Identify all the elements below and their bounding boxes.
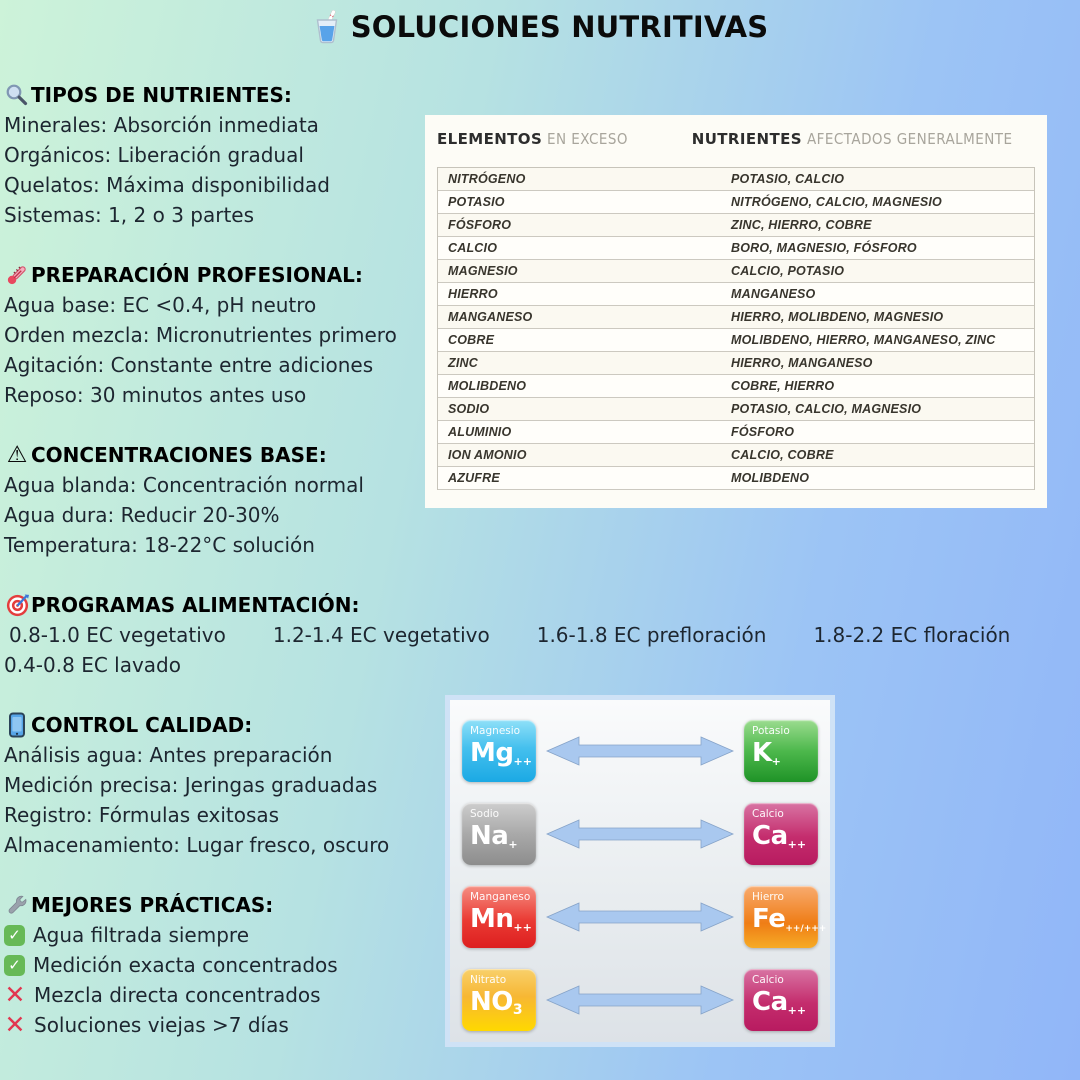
section-line: Minerales: Absorción inmediata xyxy=(4,113,319,137)
ec-program-row xyxy=(4,620,1010,650)
ec-program-item: 1.6-1.8 EC prefloración xyxy=(536,623,767,647)
affected-cell: MOLIBDENO, HIERRO, MANGANESO, ZINC xyxy=(731,333,996,347)
section-title: CONTROL CALIDAD: xyxy=(31,713,253,737)
section-title: PREPARACIÓN PROFESIONAL: xyxy=(31,263,363,287)
section-header xyxy=(4,80,330,110)
header-elementos-strong: ELEMENTOS xyxy=(437,130,543,148)
section-line: Temperatura: 18-22°C solución xyxy=(4,533,315,557)
element-cell: ALUMINIO xyxy=(448,425,512,439)
element-cell: MANGANESO xyxy=(448,310,533,324)
affected-cell: HIERRO, MOLIBDENO, MAGNESIO xyxy=(731,310,944,324)
ion-antagonism-panel xyxy=(445,695,835,1047)
element-cell: FÓSFORO xyxy=(448,218,512,232)
practice-item xyxy=(4,980,338,1010)
section-title: PROGRAMAS ALIMENTACIÓN: xyxy=(31,593,360,617)
double-arrow-icon xyxy=(536,899,744,935)
table-row xyxy=(438,260,1034,283)
double-arrow-icon xyxy=(536,982,744,1018)
section-line: Agitación: Constante entre adiciones xyxy=(4,353,374,377)
section-programas-alimentacion xyxy=(4,590,1010,680)
table-row xyxy=(438,444,1034,467)
affected-cell: MOLIBDENO xyxy=(731,471,810,485)
practice-text: Medición exacta concentrados xyxy=(33,953,338,977)
element-cell: HIERRO xyxy=(448,287,498,301)
mobile-phone-icon xyxy=(4,712,30,738)
header-nutrientes-light: AFECTADOS GENERALMENTE xyxy=(806,130,1013,148)
section-title: CONCENTRACIONES BASE: xyxy=(31,443,327,467)
table-row xyxy=(438,352,1034,375)
table-row xyxy=(438,398,1034,421)
ec-program-item: 0.4-0.8 EC lavado xyxy=(4,653,181,677)
affected-cell: ZINC, HIERRO, COBRE xyxy=(731,218,872,232)
element-cell: ION AMONIO xyxy=(448,448,527,462)
element-tile-nitrato xyxy=(462,969,536,1031)
tile-name: Potasio xyxy=(752,725,790,737)
practice-item xyxy=(4,950,338,980)
tile-symbol: Na+ xyxy=(470,820,518,851)
double-arrow-icon xyxy=(536,733,744,769)
table-row xyxy=(438,191,1034,214)
section-line: Agua blanda: Concentración normal xyxy=(4,473,364,497)
excess-table xyxy=(437,167,1035,490)
element-cell: ZINC xyxy=(448,356,478,370)
double-arrow-icon xyxy=(536,816,744,852)
section-line: Orden mezcla: Micronutrientes primero xyxy=(4,323,397,347)
element-cell: POTASIO xyxy=(448,195,505,209)
tile-symbol: Mg++ xyxy=(470,737,532,768)
affected-cell: POTASIO, CALCIO, MAGNESIO xyxy=(731,402,922,416)
page-title: SOLUCIONES NUTRITIVAS xyxy=(350,10,769,44)
affected-cell: POTASIO, CALCIO xyxy=(731,172,845,186)
element-tile-potasio xyxy=(744,720,818,782)
check-icon: ✓ xyxy=(4,925,25,946)
antagonism-row xyxy=(462,803,818,865)
tile-name: Calcio xyxy=(752,974,784,986)
section-header xyxy=(4,440,364,470)
ec-program-item: 0.8-1.0 EC vegetativo xyxy=(9,623,226,647)
practice-text: Soluciones viejas >7 días xyxy=(34,1013,289,1037)
section-tipos-de-nutrientes xyxy=(4,80,330,230)
element-tile-calcio xyxy=(744,803,818,865)
section-title: TIPOS DE NUTRIENTES: xyxy=(31,83,292,107)
element-cell: COBRE xyxy=(448,333,495,347)
antagonism-row xyxy=(462,886,827,948)
table-row xyxy=(438,421,1034,444)
section-concentraciones-base xyxy=(4,440,364,560)
element-cell: MAGNESIO xyxy=(448,264,518,278)
element-cell: CALCIO xyxy=(448,241,498,255)
tile-name: Magnesio xyxy=(470,725,521,737)
section-line: Análisis agua: Antes preparación xyxy=(4,743,333,767)
section-mejores-practicas xyxy=(4,890,338,1040)
section-line: Quelatos: Máxima disponibilidad xyxy=(4,173,330,197)
practice-text: Agua filtrada siempre xyxy=(33,923,249,947)
elements-excess-panel xyxy=(425,115,1047,508)
header-nutrientes xyxy=(692,130,1035,148)
section-header xyxy=(4,890,338,920)
affected-cell: CALCIO, COBRE xyxy=(731,448,834,462)
tile-symbol: Fe++/+++ xyxy=(752,903,827,934)
check-icon: ✓ xyxy=(4,955,25,976)
tile-symbol: Ca++ xyxy=(752,986,807,1017)
element-cell: AZUFRE xyxy=(448,471,500,485)
table-row xyxy=(438,306,1034,329)
section-line: Medición precisa: Jeringas graduadas xyxy=(4,773,378,797)
element-tile-calcio xyxy=(744,969,818,1031)
section-header xyxy=(4,260,397,290)
wrench-icon xyxy=(4,893,30,917)
affected-cell: FÓSFORO xyxy=(731,425,795,439)
tile-name: Manganeso xyxy=(470,891,531,903)
tile-name: Sodio xyxy=(470,808,500,820)
affected-cell: COBRE, HIERRO xyxy=(731,379,835,393)
table-row xyxy=(438,168,1034,191)
tile-name: Calcio xyxy=(752,808,784,820)
section-line: Almacenamiento: Lugar fresco, oscuro xyxy=(4,833,390,857)
section-line: Orgánicos: Liberación gradual xyxy=(4,143,304,167)
section-header xyxy=(4,590,1010,620)
table-row xyxy=(438,467,1034,490)
affected-cell: NITRÓGENO, CALCIO, MAGNESIO xyxy=(731,195,942,209)
table-row xyxy=(438,329,1034,352)
section-line: Agua base: EC <0.4, pH neutro xyxy=(4,293,317,317)
ec-program-item: 1.8-2.2 EC floración xyxy=(813,623,1011,647)
element-tile-magnesio xyxy=(462,720,536,782)
affected-cell: MANGANESO xyxy=(731,287,816,301)
affected-cell: CALCIO, POTASIO xyxy=(731,264,845,278)
table-row xyxy=(438,214,1034,237)
table-row xyxy=(438,375,1034,398)
header-elementos-light: EN EXCESO xyxy=(546,130,628,148)
section-preparacion-profesional xyxy=(4,260,397,410)
tile-name: Nitrato xyxy=(470,974,507,986)
header-nutrientes-strong: NUTRIENTES xyxy=(691,130,802,148)
cross-icon: ✕ xyxy=(4,980,26,1009)
page-title-bar xyxy=(0,10,1080,44)
section-line: Agua dura: Reducir 20-30% xyxy=(4,503,280,527)
thermometer-icon xyxy=(4,263,30,287)
practice-item xyxy=(4,1010,338,1040)
section-line: Sistemas: 1, 2 o 3 partes xyxy=(4,203,255,227)
practice-text: Mezcla directa concentrados xyxy=(34,983,321,1007)
warning-icon: ⚠ xyxy=(6,441,28,468)
excess-table-header xyxy=(425,115,1047,148)
element-cell: SODIO xyxy=(448,402,490,416)
antagonism-row xyxy=(462,720,818,782)
antagonism-row xyxy=(462,969,818,1031)
ec-program-item: 1.2-1.4 EC vegetativo xyxy=(272,623,490,647)
tile-symbol: K+ xyxy=(752,737,781,768)
affected-cell: BORO, MAGNESIO, FÓSFORO xyxy=(731,241,917,255)
element-cell: NITRÓGENO xyxy=(448,172,526,186)
practice-item xyxy=(4,920,338,950)
affected-cell: HIERRO, MANGANESO xyxy=(731,356,873,370)
target-icon xyxy=(4,593,30,618)
magnifier-icon xyxy=(4,83,30,107)
element-cell: MOLIBDENO xyxy=(448,379,527,393)
section-line: Reposo: 30 minutos antes uso xyxy=(4,383,307,407)
element-tile-hierro xyxy=(744,886,827,948)
header-elementos xyxy=(437,130,692,148)
section-title: MEJORES PRÁCTICAS: xyxy=(31,893,274,917)
element-tile-sodio xyxy=(462,803,536,865)
element-tile-manganeso xyxy=(462,886,536,948)
table-row xyxy=(438,237,1034,260)
cup-with-straw-icon xyxy=(312,10,342,44)
tile-symbol: Ca++ xyxy=(752,820,807,851)
table-row xyxy=(438,283,1034,306)
tile-symbol: NO3 xyxy=(470,986,523,1018)
section-control-calidad xyxy=(4,710,389,860)
tile-symbol: Mn++ xyxy=(470,903,532,934)
section-header xyxy=(4,710,389,740)
section-line: Registro: Fórmulas exitosas xyxy=(4,803,280,827)
tile-name: Hierro xyxy=(752,891,784,903)
cross-icon: ✕ xyxy=(4,1010,26,1039)
